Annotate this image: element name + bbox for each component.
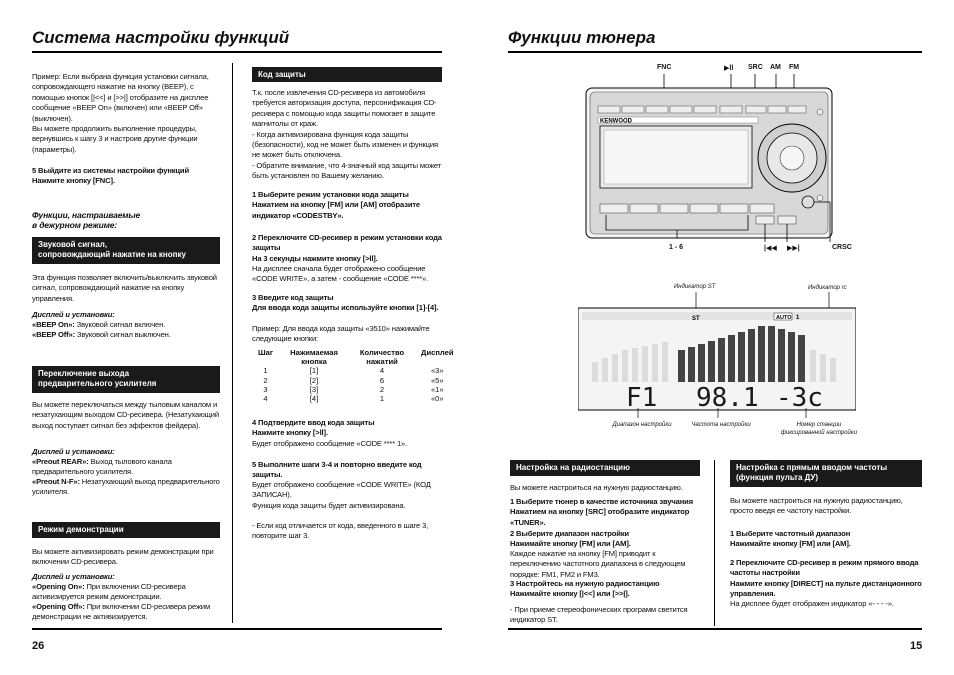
code-header: Код защиты (252, 67, 442, 82)
code-step4-bold: 4 Подтвердите ввод кода защиты Нажмите кнопку [>ll]. (252, 418, 375, 438)
tuning-header: Настройка на радиостанцию (510, 460, 700, 476)
top-button[interactable] (694, 106, 716, 113)
direct-step1: 1 Выберите частотный диапазон Нажимайте кнопку [FM] или [AM]. (730, 529, 851, 549)
preout-text: Вы можете переключаться между тыловым каналом и незатухающим выходом CD-ресивера. (Незатухающий выход поступает сигнал без эффектов фейдера). (32, 400, 219, 430)
beep-on-line (32, 320, 220, 330)
top-button[interactable] (598, 106, 620, 113)
fm-label: FM (789, 64, 800, 71)
head-unit-illustration (580, 70, 840, 260)
preset-button-6[interactable] (750, 204, 774, 213)
direct-header: Настройка с прямым вводом частоты (функция пульта ДУ) (730, 460, 922, 487)
am-button[interactable] (768, 106, 786, 113)
preset-button-3[interactable] (660, 204, 688, 213)
brand-logo: KENWOOD (600, 118, 632, 125)
beep-off-key: «BEEP Off»: (32, 330, 75, 339)
demo-display-label: Дисплей и установки: (32, 572, 115, 581)
table-cell: [3] (309, 384, 319, 394)
band-caption: Диапазон настройки (612, 422, 672, 428)
fm-button[interactable] (788, 106, 806, 113)
table-cell: 3 (263, 384, 268, 394)
table-cell: 4 (263, 394, 268, 404)
table-cell: «3» (430, 366, 444, 376)
prev-button[interactable] (756, 216, 774, 224)
table-row (252, 376, 460, 385)
beep-off-line (32, 330, 220, 340)
code-step2-bold: 2 Переключите CD-ресивер в режим установки кода защиты На 3 секунды нажмите кнопку [>ll]. (252, 233, 442, 263)
tuning-step3: 3 Настройтесь на нужную радиостанцию Нажимайте кнопку [|<<] или [>>|]. (510, 579, 660, 599)
demo-off-line (32, 602, 220, 623)
play-pause-button[interactable] (720, 106, 742, 113)
preset-segment: -3c (776, 383, 823, 413)
one-flag: 1 (796, 315, 800, 321)
fnc-label: FNC (657, 64, 672, 71)
tuning-step2-text: Каждое нажатие на кнопку [FM] приводит к переключению частотного диапазона в следующем порядке: FM1, FM2 и FM3. (510, 549, 686, 579)
st-flag: ST (692, 316, 700, 322)
tuning-step2-bold: 2 Выберите диапазон настройки Нажимайте кнопку [FM] или [AM]. (510, 529, 631, 549)
beep-on-text: Звуковой сигнал включен. (74, 320, 166, 329)
table-cell: 4 (379, 366, 385, 376)
table-cell: [1] (309, 366, 319, 376)
preset-button-2[interactable] (630, 204, 658, 213)
beep-display-label: Дисплей и установки: (32, 310, 115, 319)
lcd-illustration (578, 290, 856, 420)
table-row (252, 385, 460, 394)
code-table-header: Шаг (258, 348, 274, 357)
prev-label: |◀◀ (764, 245, 777, 252)
demo-on-key: «Opening On»: (32, 582, 85, 591)
knob-center[interactable] (780, 146, 804, 170)
src-label: SRC (748, 64, 763, 71)
tuning-step1: 1 Выберите тюнер в качестве источника звучания Нажатием на кнопку [SRC] отобразите индикатор «TUNER». (510, 497, 693, 527)
right-page-number: 15 (910, 640, 923, 652)
lcd-screen (604, 130, 748, 184)
demo-text: Вы можете активизировать режим демонстрации при включении CD-ресивера. (32, 547, 214, 567)
left-page-number: 26 (32, 640, 45, 652)
table-cell: 2 (263, 375, 268, 385)
top-button[interactable] (670, 106, 692, 113)
preset-button-5[interactable] (720, 204, 748, 213)
table-cell: 6 (379, 375, 385, 385)
auto-flag: AUTO (776, 315, 792, 321)
crsc-button[interactable] (802, 196, 814, 208)
code-step2-text: На дисплее сначала будет отображено сообщение «CODE WRITE», а затем - сообщение «CODE ****». (252, 264, 428, 284)
frequency-caption: Частота настройки (691, 422, 751, 428)
beep-text: Эта функция позволяет включить/выключить звуковой сигнал, сопровождающий нажатие на кнопку управления. (32, 273, 217, 303)
preout-nf-text: Незатухающий выход предварительного усилителя. (32, 477, 220, 497)
left-page-title: Система настройки функций (32, 28, 290, 47)
table-cell: «1» (430, 384, 444, 394)
code-step5-bold: 5 Выполните шаги 3-4 и повторно введите код защиты. (252, 460, 422, 480)
right-page-title: Функции тюнера (508, 28, 656, 47)
code-step1: 1 Выберите режим установки кода защиты Нажатием на кнопку [FM] или [AM] отобразите индикатор «CODESTBY». (252, 190, 420, 220)
preout-nf-line (32, 477, 220, 498)
am-label: AM (770, 64, 781, 71)
side-button[interactable] (817, 109, 823, 115)
code-step3-bold: 3 Введите код защиты Для ввода кода защиты используйте кнопки [1]-[4]. (252, 293, 439, 313)
src-button[interactable] (746, 106, 766, 113)
lcd-top-strip (582, 312, 852, 320)
preout-nf-key: «Preout N-F»: (32, 477, 80, 486)
demo-header: Режим демонстрации (32, 522, 220, 538)
preset-caption: Номер станции фиксированной настройки (780, 422, 858, 436)
preset-button-1[interactable] (600, 204, 628, 213)
left-column-divider (232, 63, 233, 623)
tuning-text: Вы можете настроиться на нужную радиостанцию. (510, 483, 683, 492)
preout-header: Переключение выхода предварительного усилителя (32, 366, 220, 393)
table-cell: [2] (309, 375, 319, 385)
next-label: ▶▶| (787, 245, 800, 252)
table-row (252, 394, 460, 403)
direct-step2-bold: 2 Переключите CD-ресивер в режим прямого ввода частоты настройки Нажмите кнопку [DIRECT] на пульте дистанционного управления. (730, 558, 922, 599)
exit-step: 5 Выйдите из системы настройки функций Нажмите кнопку [FNC]. (32, 166, 189, 186)
demo-off-key: «Opening Off»: (32, 602, 85, 611)
beep-off-text: Звуковой сигнал выключен. (74, 330, 171, 339)
demo-on-text: При включении CD-ресивера активизируется режим демонстрации. (32, 582, 186, 602)
beep-on-key: «BEEP On»: (32, 320, 75, 329)
demo-off-text: При включении CD-ресивера режим демонстрации не активизируется. (32, 602, 211, 622)
right-title-rule (508, 51, 922, 53)
left-footer-rule (32, 628, 442, 630)
code-example-table (252, 348, 460, 403)
play-pause-label: ▶ll (724, 65, 734, 72)
preset-button-4[interactable] (690, 204, 718, 213)
band-segment: F1 (626, 383, 658, 413)
next-button[interactable] (778, 216, 796, 224)
fnc-button[interactable] (646, 106, 668, 113)
table-cell: [4] (309, 394, 319, 404)
table-cell: 1 (379, 394, 385, 404)
code-table-header: Дисплей (421, 348, 454, 357)
code-table-header: Количество нажатий (359, 348, 405, 367)
side-button[interactable] (817, 195, 823, 201)
code-table-header: Нажимаемая кнопка (290, 348, 338, 367)
crsc-label: CRSC (832, 244, 852, 251)
right-column-divider (714, 460, 715, 626)
demo-on-line (32, 582, 220, 603)
tuning-note: - При приеме стереофонических программ светится индикатор ST. (510, 605, 688, 625)
frequency-segment: 98.1 (696, 383, 759, 413)
code-table-header-row (252, 348, 460, 366)
right-footer-rule (508, 628, 922, 630)
beep-header: Звуковой сигнал, сопровождающий нажатие на кнопку (32, 237, 220, 264)
code-note: - Если код отличается от кода, введенного в шаге 3, повторите шаг 3. (252, 521, 429, 541)
table-cell: «5» (430, 375, 444, 385)
code-step3-text: Пример: Для ввода кода защиты «3510» нажимайте следующие кнопки: (252, 324, 430, 344)
table-row (252, 366, 460, 375)
code-intro: Т.к. после извлечения CD-ресивера из автомобиля требуется авторизация доступа, персонификация CD-ресивера с помощью кода защиты помогает в защите магнитолы от краж. - Когда активизирована функция кода защиты (безопасности), код не может быть изменен и функция не может быть отключена. - Обратите внимание, что 4-значный код защиты может быть установлен по Вашему желанию. (252, 88, 442, 181)
direct-text: Вы можете настроиться на нужную радиостанцию, просто введя ее частоту настройки. (730, 496, 903, 516)
code-step5-text: Будет отображено сообщение «CODE WRITE» (КОД ЗАПИСАН). Функция кода защиты будет активизирована. (252, 480, 431, 510)
standby-heading: Функции, настраиваемые в дежурном режиме: (32, 210, 141, 230)
presets-label: 1 - 6 (669, 244, 684, 251)
table-cell: «0» (430, 394, 444, 404)
table-cell: 1 (263, 366, 268, 376)
direct-step2-text: На дисплее будет отображен индикатор «- - - -». (730, 599, 894, 608)
table-cell: 2 (379, 384, 385, 394)
preout-rear-key: «Preout REAR»: (32, 457, 89, 466)
left-title-rule (32, 51, 442, 53)
st-indicator-caption: Индикатор ST (674, 284, 716, 290)
top-button[interactable] (622, 106, 644, 113)
code-step4-text: Будет отображено сообщение «CODE **** 1». (252, 439, 408, 448)
preout-display-label: Дисплей и установки: (32, 447, 115, 456)
preout-rear-text: Выход тылового канала предварительного усилителя. (32, 457, 172, 477)
rds-indicator-caption: Индикатор rc (808, 285, 847, 291)
preout-rear-line (32, 457, 220, 478)
intro-text: Пример: Если выбрана функция установки сигнала, сопровождающего нажатие на кнопку (BEEP), с помощью кнопок [|<<] и [>>|] отобразите на дисплее сообщение «BEEP On» (включен) или «BEEP Off» (выключен). Вы можете продолжить выполнение процедуры, вернувшись к шагу 3 и настроив другие функции (параметры). (32, 72, 209, 154)
